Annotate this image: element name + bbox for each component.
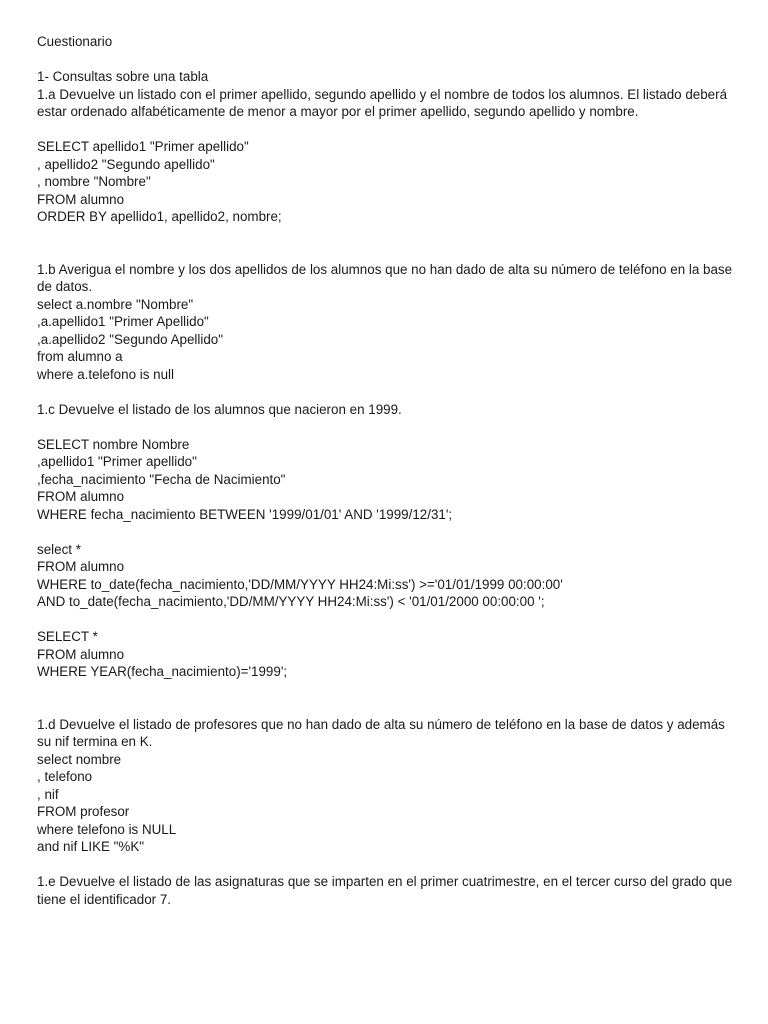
spacer — [37, 121, 737, 139]
code-line: FROM alumno — [37, 489, 125, 504]
code-line: SELECT nombre Nombre — [37, 436, 190, 452]
code-block-1a — [37, 138, 737, 226]
document-page — [37, 33, 737, 908]
question-1a: 1.a Devuelve un listado con el primer apellido, segundo apellido y el nombre de todos los alumnos. El listado deberá estar ordenado alfabéticamente de menor a mayor por el primer apellido, segundo apellido y nombre. — [37, 86, 728, 119]
document-title: Cuestionario — [37, 34, 113, 49]
code-line: ,apellido1 "Primer apellido" — [37, 454, 197, 469]
code-line: WHERE fecha_nacimiento BETWEEN '1999/01/01' AND '1999/12/31'; — [37, 506, 453, 522]
code-line: ,a.apellido2 "Segundo Apellido" — [37, 331, 223, 347]
code-line: select * — [37, 541, 81, 557]
code-block-1c-2 — [37, 541, 737, 611]
code-line: from alumno a — [37, 349, 123, 364]
code-line: , telefono — [37, 769, 93, 784]
code-line: SELECT apellido1 "Primer apellido" — [37, 139, 249, 154]
code-line: ,fecha_nacimiento "Fecha de Nacimiento" — [37, 471, 286, 487]
code-line: FROM alumno — [37, 559, 125, 574]
code-line: , nombre "Nombre" — [37, 174, 151, 189]
code-line: FROM alumno — [37, 191, 125, 207]
code-line: ORDER BY apellido1, apellido2, nombre; — [37, 209, 282, 224]
code-line: where a.telefono is null — [37, 366, 174, 382]
code-line: where telefono is NULL — [37, 821, 177, 837]
spacer — [37, 226, 737, 261]
question-1d: 1.d Devuelve el listado de profesores que no han dado de alta su número de teléfono en la base de datos y además su nif termina en K. — [37, 716, 725, 749]
spacer — [37, 523, 737, 541]
code-block-1d — [37, 751, 737, 856]
code-line: select a.nombre "Nombre" — [37, 296, 194, 312]
code-block-1c-1 — [37, 436, 737, 524]
section-heading: 1- Consultas sobre una tabla — [37, 69, 209, 84]
code-block-1c-3 — [37, 628, 737, 681]
code-line: AND to_date(fecha_nacimiento,'DD/MM/YYYY HH24:Mi:ss') < '01/01/2000 00:00:00 '; — [37, 594, 545, 609]
spacer — [37, 383, 737, 401]
code-line: WHERE YEAR(fecha_nacimiento)='1999'; — [37, 664, 288, 679]
spacer — [37, 51, 737, 69]
question-1c: 1.c Devuelve el listado de los alumnos que nacieron en 1999. — [37, 401, 402, 417]
code-line: WHERE to_date(fecha_nacimiento,'DD/MM/YYYY HH24:Mi:ss') >='01/01/1999 00:00:00' — [37, 576, 563, 592]
spacer — [37, 611, 737, 629]
spacer — [37, 681, 737, 716]
code-block-1b — [37, 296, 737, 384]
question-1b: 1.b Averigua el nombre y los dos apellidos de los alumnos que no han dado de alta su número de teléfono en la base de datos. — [37, 261, 733, 294]
code-line: and nif LIKE "%K" — [37, 839, 145, 854]
code-line: FROM alumno — [37, 646, 125, 662]
code-line: ,a.apellido1 "Primer Apellido" — [37, 314, 209, 329]
code-line: select nombre — [37, 751, 122, 767]
spacer — [37, 418, 737, 436]
code-line: , nif — [37, 786, 59, 802]
code-line: FROM profesor — [37, 804, 130, 819]
spacer — [37, 856, 737, 874]
question-1e: 1.e Devuelve el listado de las asignaturas que se imparten en el primer cuatrimestre, en el tercer curso del grado que tiene el identificador 7. — [37, 874, 733, 907]
code-line: SELECT * — [37, 629, 98, 644]
code-line: , apellido2 "Segundo apellido" — [37, 156, 215, 172]
